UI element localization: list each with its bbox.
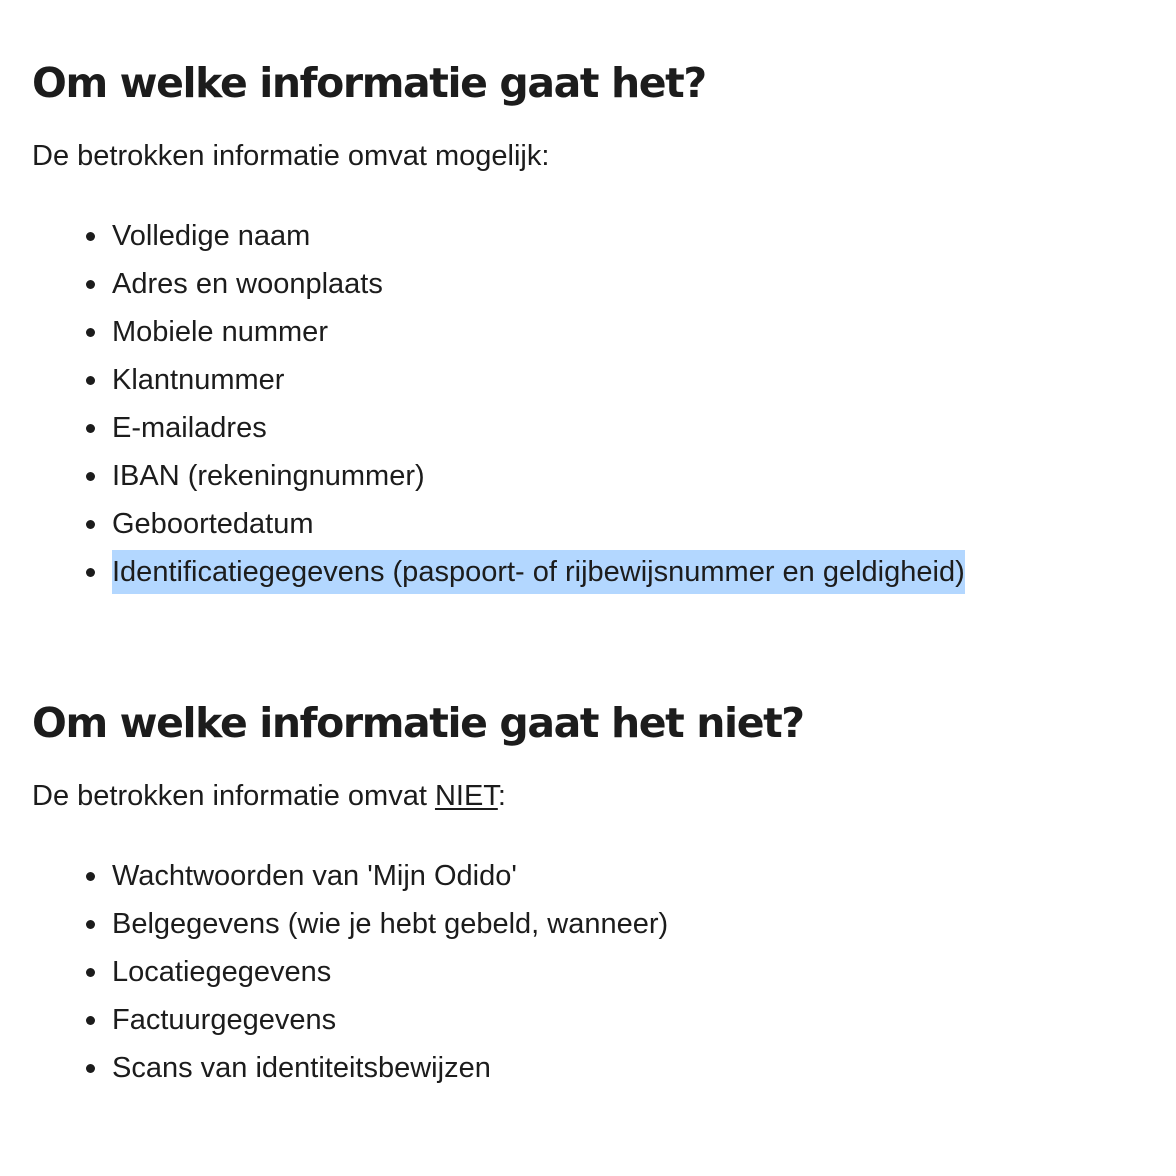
list-item xyxy=(32,212,965,260)
list-item-text: Volledige naam xyxy=(112,220,311,252)
bullet-icon xyxy=(86,920,95,929)
list-item-text: Locatiegegevens xyxy=(112,956,332,988)
selected-text[interactable]: Identificatiegegevens (paspoort- of rijbewijsnummer en geldigheid) xyxy=(112,550,965,594)
included-info-list xyxy=(32,212,965,596)
list-item-text: Scans van identiteitsbewijzen xyxy=(112,1052,491,1084)
bullet-icon xyxy=(86,568,95,577)
list-item xyxy=(32,308,965,356)
list-item xyxy=(32,852,668,900)
list-item xyxy=(32,452,965,500)
bullet-icon xyxy=(86,280,95,289)
list-item-text: Klantnummer xyxy=(112,364,285,396)
list-item xyxy=(32,260,965,308)
list-item-text: E-mailadres xyxy=(112,412,267,444)
section-heading-excluded: Om welke informatie gaat het niet? xyxy=(32,699,804,747)
list-item xyxy=(32,900,668,948)
bullet-icon xyxy=(86,328,95,337)
bullet-icon xyxy=(86,1064,95,1073)
excluded-info-list xyxy=(32,852,668,1092)
list-item-text: Wachtwoorden van 'Mijn Odido' xyxy=(112,860,517,892)
bullet-icon xyxy=(86,376,95,385)
bullet-icon xyxy=(86,968,95,977)
bullet-icon xyxy=(86,472,95,481)
bullet-icon xyxy=(86,232,95,241)
list-item xyxy=(32,948,668,996)
section-heading-included: Om welke informatie gaat het? xyxy=(32,59,706,107)
list-item xyxy=(32,1044,668,1092)
intro-emphasis: NIET xyxy=(434,780,498,812)
bullet-icon xyxy=(86,872,95,881)
list-item-text: Mobiele nummer xyxy=(112,316,328,348)
section-intro-included: De betrokken informatie omvat mogelijk: xyxy=(32,140,550,172)
intro-prefix: De betrokken informatie omvat xyxy=(32,780,435,812)
list-item-text: IBAN (rekeningnummer) xyxy=(112,460,425,492)
bullet-icon xyxy=(86,1016,95,1025)
list-item xyxy=(32,996,668,1044)
bullet-icon xyxy=(86,424,95,433)
list-item-selected xyxy=(32,548,965,596)
list-item-text: Belgegevens (wie je hebt gebeld, wanneer) xyxy=(112,908,669,940)
intro-suffix: : xyxy=(497,780,506,812)
list-item xyxy=(32,404,965,452)
bullet-icon xyxy=(86,520,95,529)
list-item-text: Factuurgegevens xyxy=(112,1004,337,1036)
list-item-text: Geboortedatum xyxy=(112,508,314,540)
list-item xyxy=(32,500,965,548)
list-item xyxy=(32,356,965,404)
list-item-text: Adres en woonplaats xyxy=(112,268,383,300)
section-intro-excluded xyxy=(32,778,506,814)
